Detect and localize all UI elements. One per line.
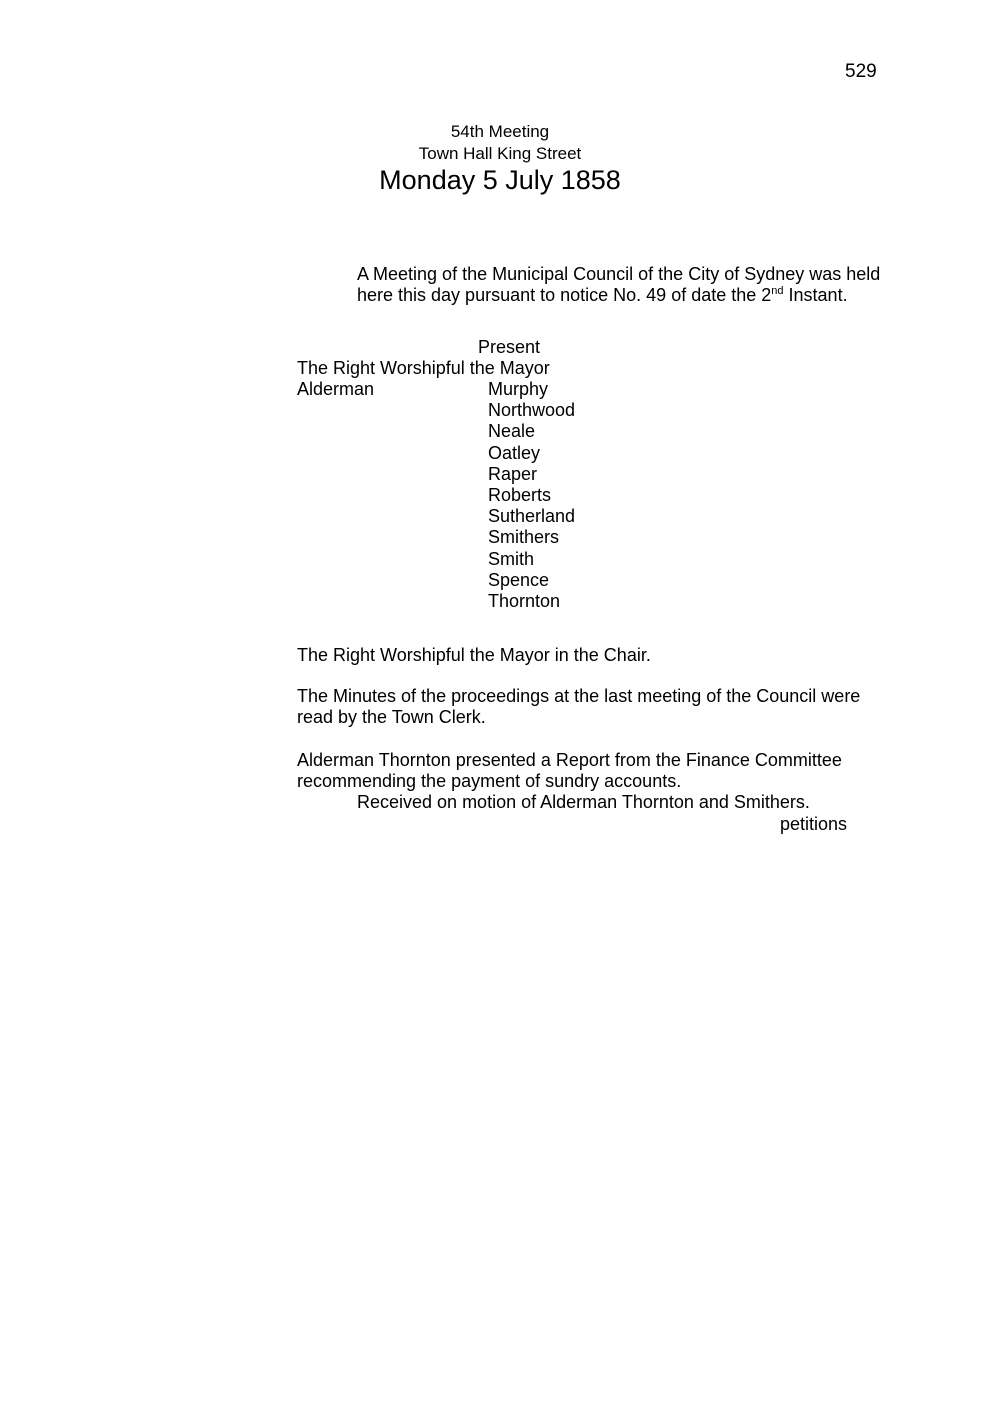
chair-line: The Right Worshipful the Mayor in the Chair. [297,645,651,665]
meeting-venue: Town Hall King Street [418,144,582,163]
page-number: 529 [845,61,877,82]
finance-report-paragraph [297,750,917,792]
minutes-paragraph [297,686,917,728]
ordinal-suffix: nd [771,285,784,297]
report-line-1: Alderman Thornton presented a Report from the Finance Committee [297,750,842,770]
mayor-present: The Right Worshipful the Mayor [297,358,550,378]
meeting-number: 54th Meeting [450,122,550,141]
alderman-name: Smithers [488,527,560,548]
alderman-label: Alderman [297,379,375,399]
alderman-name: Thornton [488,590,561,611]
intro-line-2 [357,285,917,306]
alderman-name: Smith [488,548,535,569]
alderman-name: Raper [488,463,538,484]
meeting-intro [357,264,917,306]
alderman-list [488,379,575,612]
alderman-name: Oatley [488,442,541,463]
received-motion: Received on motion of Alderman Thornton and Smithers. [357,792,810,812]
report-line-2: recommending the payment of sundry accounts. [297,771,682,791]
intro-line-2-end: Instant. [783,285,848,305]
minutes-line-2: read by the Town Clerk. [297,707,486,727]
chair-statement [297,645,917,666]
minutes-line-1: The Minutes of the proceedings at the last meeting of the Council were [297,686,861,706]
alderman-name: Murphy [488,379,549,399]
alderman-name: Roberts [488,484,552,505]
alderman-name: Sutherland [488,506,576,527]
intro-line-2-text: here this day pursuant to notice No. 49 of date the 2 [357,285,772,305]
present-heading: Present [478,337,541,357]
meeting-date: Monday 5 July 1858 [379,165,621,195]
catchword: petitions [780,814,848,834]
alderman-name: Spence [488,569,550,590]
alderman-name: Neale [488,421,536,442]
intro-line-1: A Meeting of the Municipal Council of the City of Sydney was held [357,264,881,284]
alderman-name: Northwood [488,400,576,421]
